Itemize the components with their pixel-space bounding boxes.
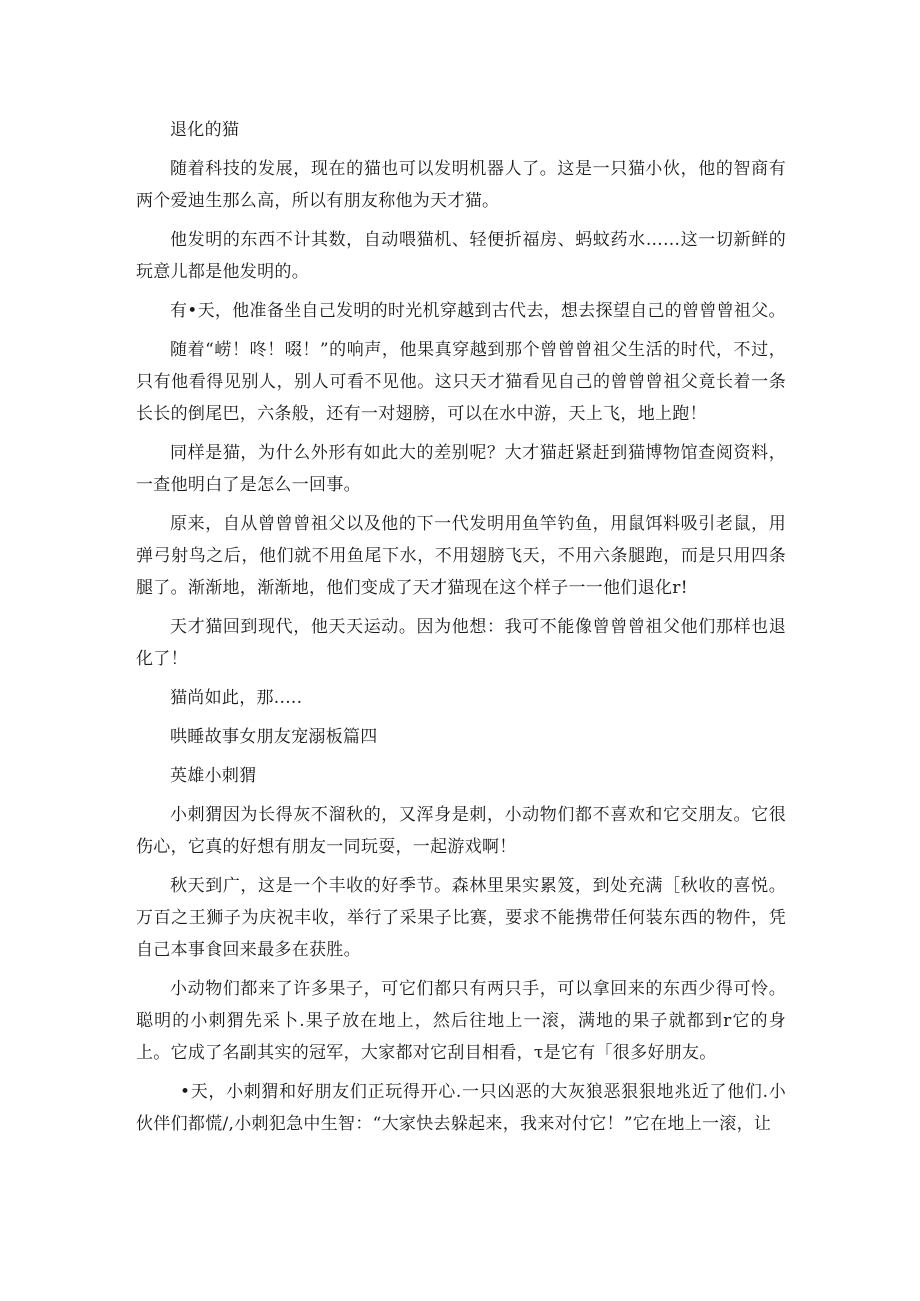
story-title-degenerated-cat: 退化的猫 (170, 120, 240, 140)
paragraph: 天才猫回到现代，他天天运动。因为他想：我可不能像曾曾曾祖父他们那样也退化了！ (136, 617, 786, 669)
story-title-hero-hedgehog: 英雄小刺猬 (170, 766, 257, 786)
paragraph: 猫尚如此，那..... (170, 688, 303, 708)
paragraph: 原来，自从曾曾曾祖父以及他的下一代发明用鱼竿钓鱼，用鼠饵料吸引老鼠，用弹弓射鸟之后，他们就不用鱼尾下水，不用翅膀飞天，不用六条腿跑，而是只用四条腿了。渐渐地，渐渐地，他们变成了天才猫现在这个样子一一他们退化r! (136, 514, 786, 598)
paragraph: 秋天到广，这是一个丰收的好季节。森林里果实累笈，到处充满［秋收的喜悦。万百之王狮子为庆祝丰收，举行了采果子比赛，要求不能携带任何装东西的物件，凭自己本事食回来最多在获胜。 (136, 876, 786, 960)
paragraph: 有•天，他准备坐自己发明的时光机穿越到古代去，想去探望自己的曾曾曾祖父。 (170, 301, 786, 321)
document-body (136, 114, 786, 1147)
paragraph: 同样是猫，为什么外形有如此大的差别呢？大才猫赶紧赶到猫博物馆查阅资料，一查他明白了是怎么一回事。 (136, 443, 786, 495)
paragraph: 小动物们都来了许多果子，可它们都只有两只手，可以拿回来的东西少得可怜。聪明的小刺猬先采卜.果子放在地上，然后往地上一滚，满地的果子就都到r它的身上。它成了名副其实的冠军，大家都对它刮目相看，τ是它有「很多好朋友。 (136, 979, 786, 1063)
paragraph: 随着科技的发展，现在的猫也可以发明机器人了。这是一只猫小伙，他的智商有两个爱迪生那么高，所以有朋友称他为天才猫。 (136, 159, 786, 211)
paragraph: 小刺猬因为长得灰不溜秋的，又浑身是刺，小动物们都不喜欢和它交朋友。它很伤心，它真的好想有朋友一同玩耍，一起游戏啊！ (136, 805, 786, 857)
section-heading: 哄睡故事女朋友宠溺板篇四 (170, 727, 378, 747)
paragraph: •天，小刺猬和好朋友们正玩得开心.一只凶恶的大灰狼恶狠狠地兆近了他们.小伙伴们都慌/,小刺犯急中生智：“大家快去躲起来，我来对付它！”它在地上一滚，让 (136, 1082, 786, 1134)
paragraph: 他发明的东西不计其数，自动喂猫机、轻便折福房、蚂蚊药水……这一切新鲜的玩意儿都是他发明的。 (136, 230, 786, 282)
paragraph: 随着“崂！咚！啜！”的响声，他果真穿越到那个曾曾曾祖父生活的时代，不过，只有他看得见别人，别人可看不见他。这只天才猫看见自己的曾曾曾祖父竟长着一条长长的倒尾巴，六条般，还有一对翅膀，可以在水中游，天上飞，地上跑！ (136, 340, 786, 424)
